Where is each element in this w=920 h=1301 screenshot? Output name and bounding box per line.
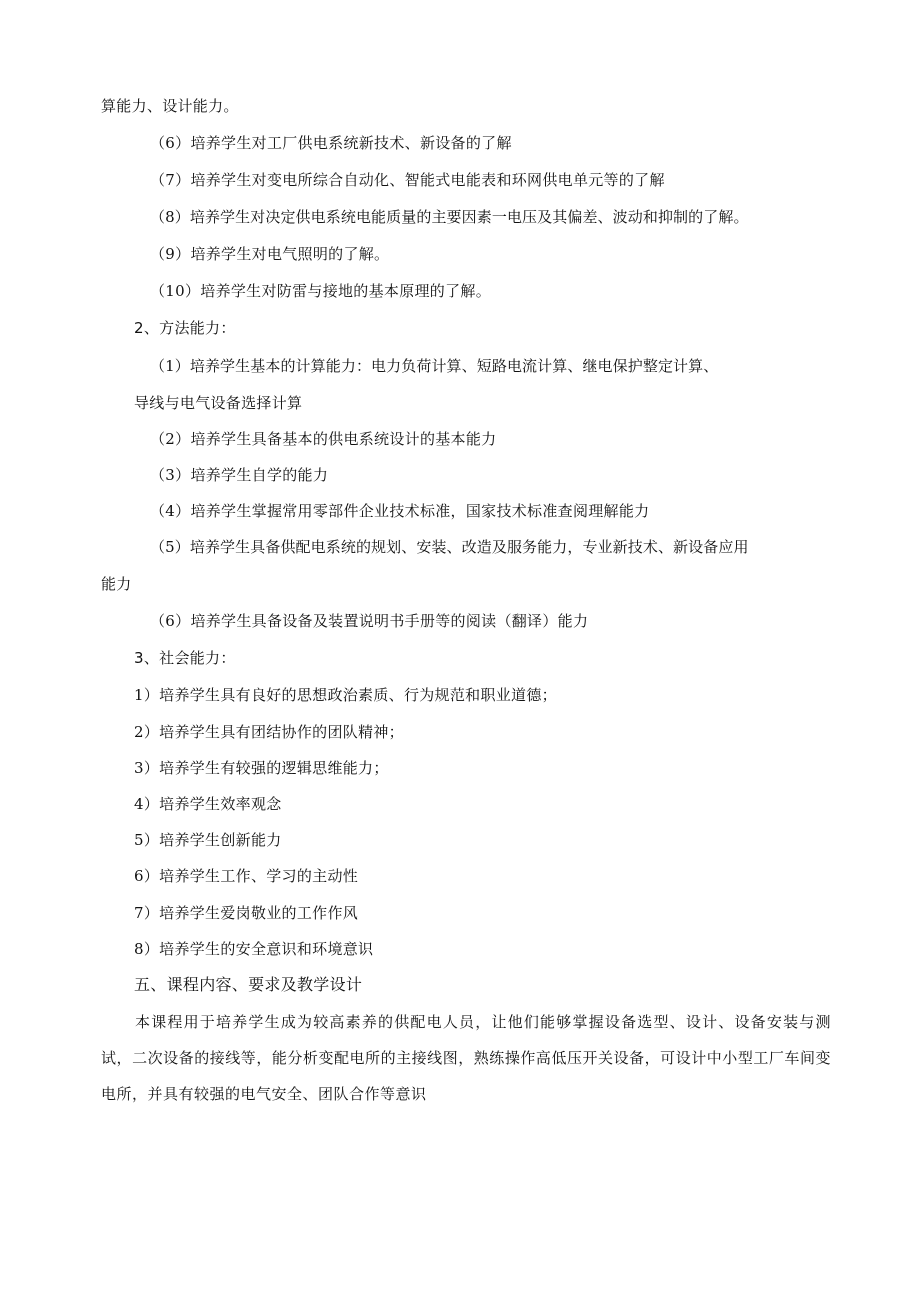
- social-item-2: 2）培养学生具有团结协作的团队精神；: [134, 723, 404, 741]
- method-item-4: （4）培养学生掌握常用零部件企业技术标准，国家技术标准查阅理解能力: [150, 502, 650, 520]
- social-item-6: 6）培养学生工作、学习的主动性: [134, 867, 359, 885]
- continued-text: 算能力、设计能力。: [101, 97, 239, 115]
- social-ability-heading: 3、社会能力：: [134, 649, 236, 667]
- method-item-1-cont: 导线与电气设备选择计算: [134, 394, 303, 412]
- method-item-5: （5）培养学生具备供配电系统的规划、安装、改造及服务能力，专业新技术、新设备应用: [150, 538, 749, 556]
- social-item-3: 3）培养学生有较强的逻辑思维能力；: [134, 759, 389, 777]
- method-item-5-cont: 能力: [101, 575, 132, 593]
- method-item-6: （6）培养学生具备设备及装置说明书手册等的阅读（翻译）能力: [150, 612, 589, 630]
- method-ability-heading: 2、方法能力：: [134, 319, 236, 337]
- social-item-4: 4）培养学生效率观念: [134, 795, 282, 813]
- knowledge-item-8: （8）培养学生对决定供电系统电能质量的主要因素一电压及其偏差、波动和抑制的了解。: [150, 208, 749, 226]
- knowledge-item-7: （7）培养学生对变电所综合自动化、智能式电能表和环网供电单元等的了解: [150, 171, 665, 189]
- method-item-2: （2）培养学生具备基本的供电系统设计的基本能力: [150, 430, 497, 448]
- course-description-paragraph: 本课程用于培养学生成为较高素养的供配电人员，让他们能够掌握设备选型、设计、设备安装与测试，二次设备的接线等，能分析变配电所的主接线图，熟练操作高低压开关设备，可设计中小型工厂车间变电所，并具有较强的电气安全、团队合作等意识: [101, 1013, 831, 1103]
- social-item-7: 7）培养学生爱岗敬业的工作作风: [134, 904, 359, 922]
- social-item-1: 1）培养学生具有良好的思想政治素质、行为规范和职业道德；: [134, 686, 557, 704]
- social-item-8: 8）培养学生的安全意识和环境意识: [134, 940, 374, 958]
- social-item-5: 5）培养学生创新能力: [134, 831, 282, 849]
- knowledge-item-10: （10）培养学生对防雷与接地的基本原理的了解。: [150, 282, 491, 300]
- knowledge-item-9: （9）培养学生对电气照明的了解。: [150, 245, 390, 263]
- method-item-3: （3）培养学生自学的能力: [150, 466, 329, 484]
- section-five-heading: 五、课程内容、要求及教学设计: [134, 975, 363, 994]
- knowledge-item-6: （6）培养学生对工厂供电系统新技术、新设备的了解: [150, 134, 512, 152]
- method-item-1: （1）培养学生基本的计算能力：电力负荷计算、短路电流计算、继电保护整定计算、: [150, 357, 719, 375]
